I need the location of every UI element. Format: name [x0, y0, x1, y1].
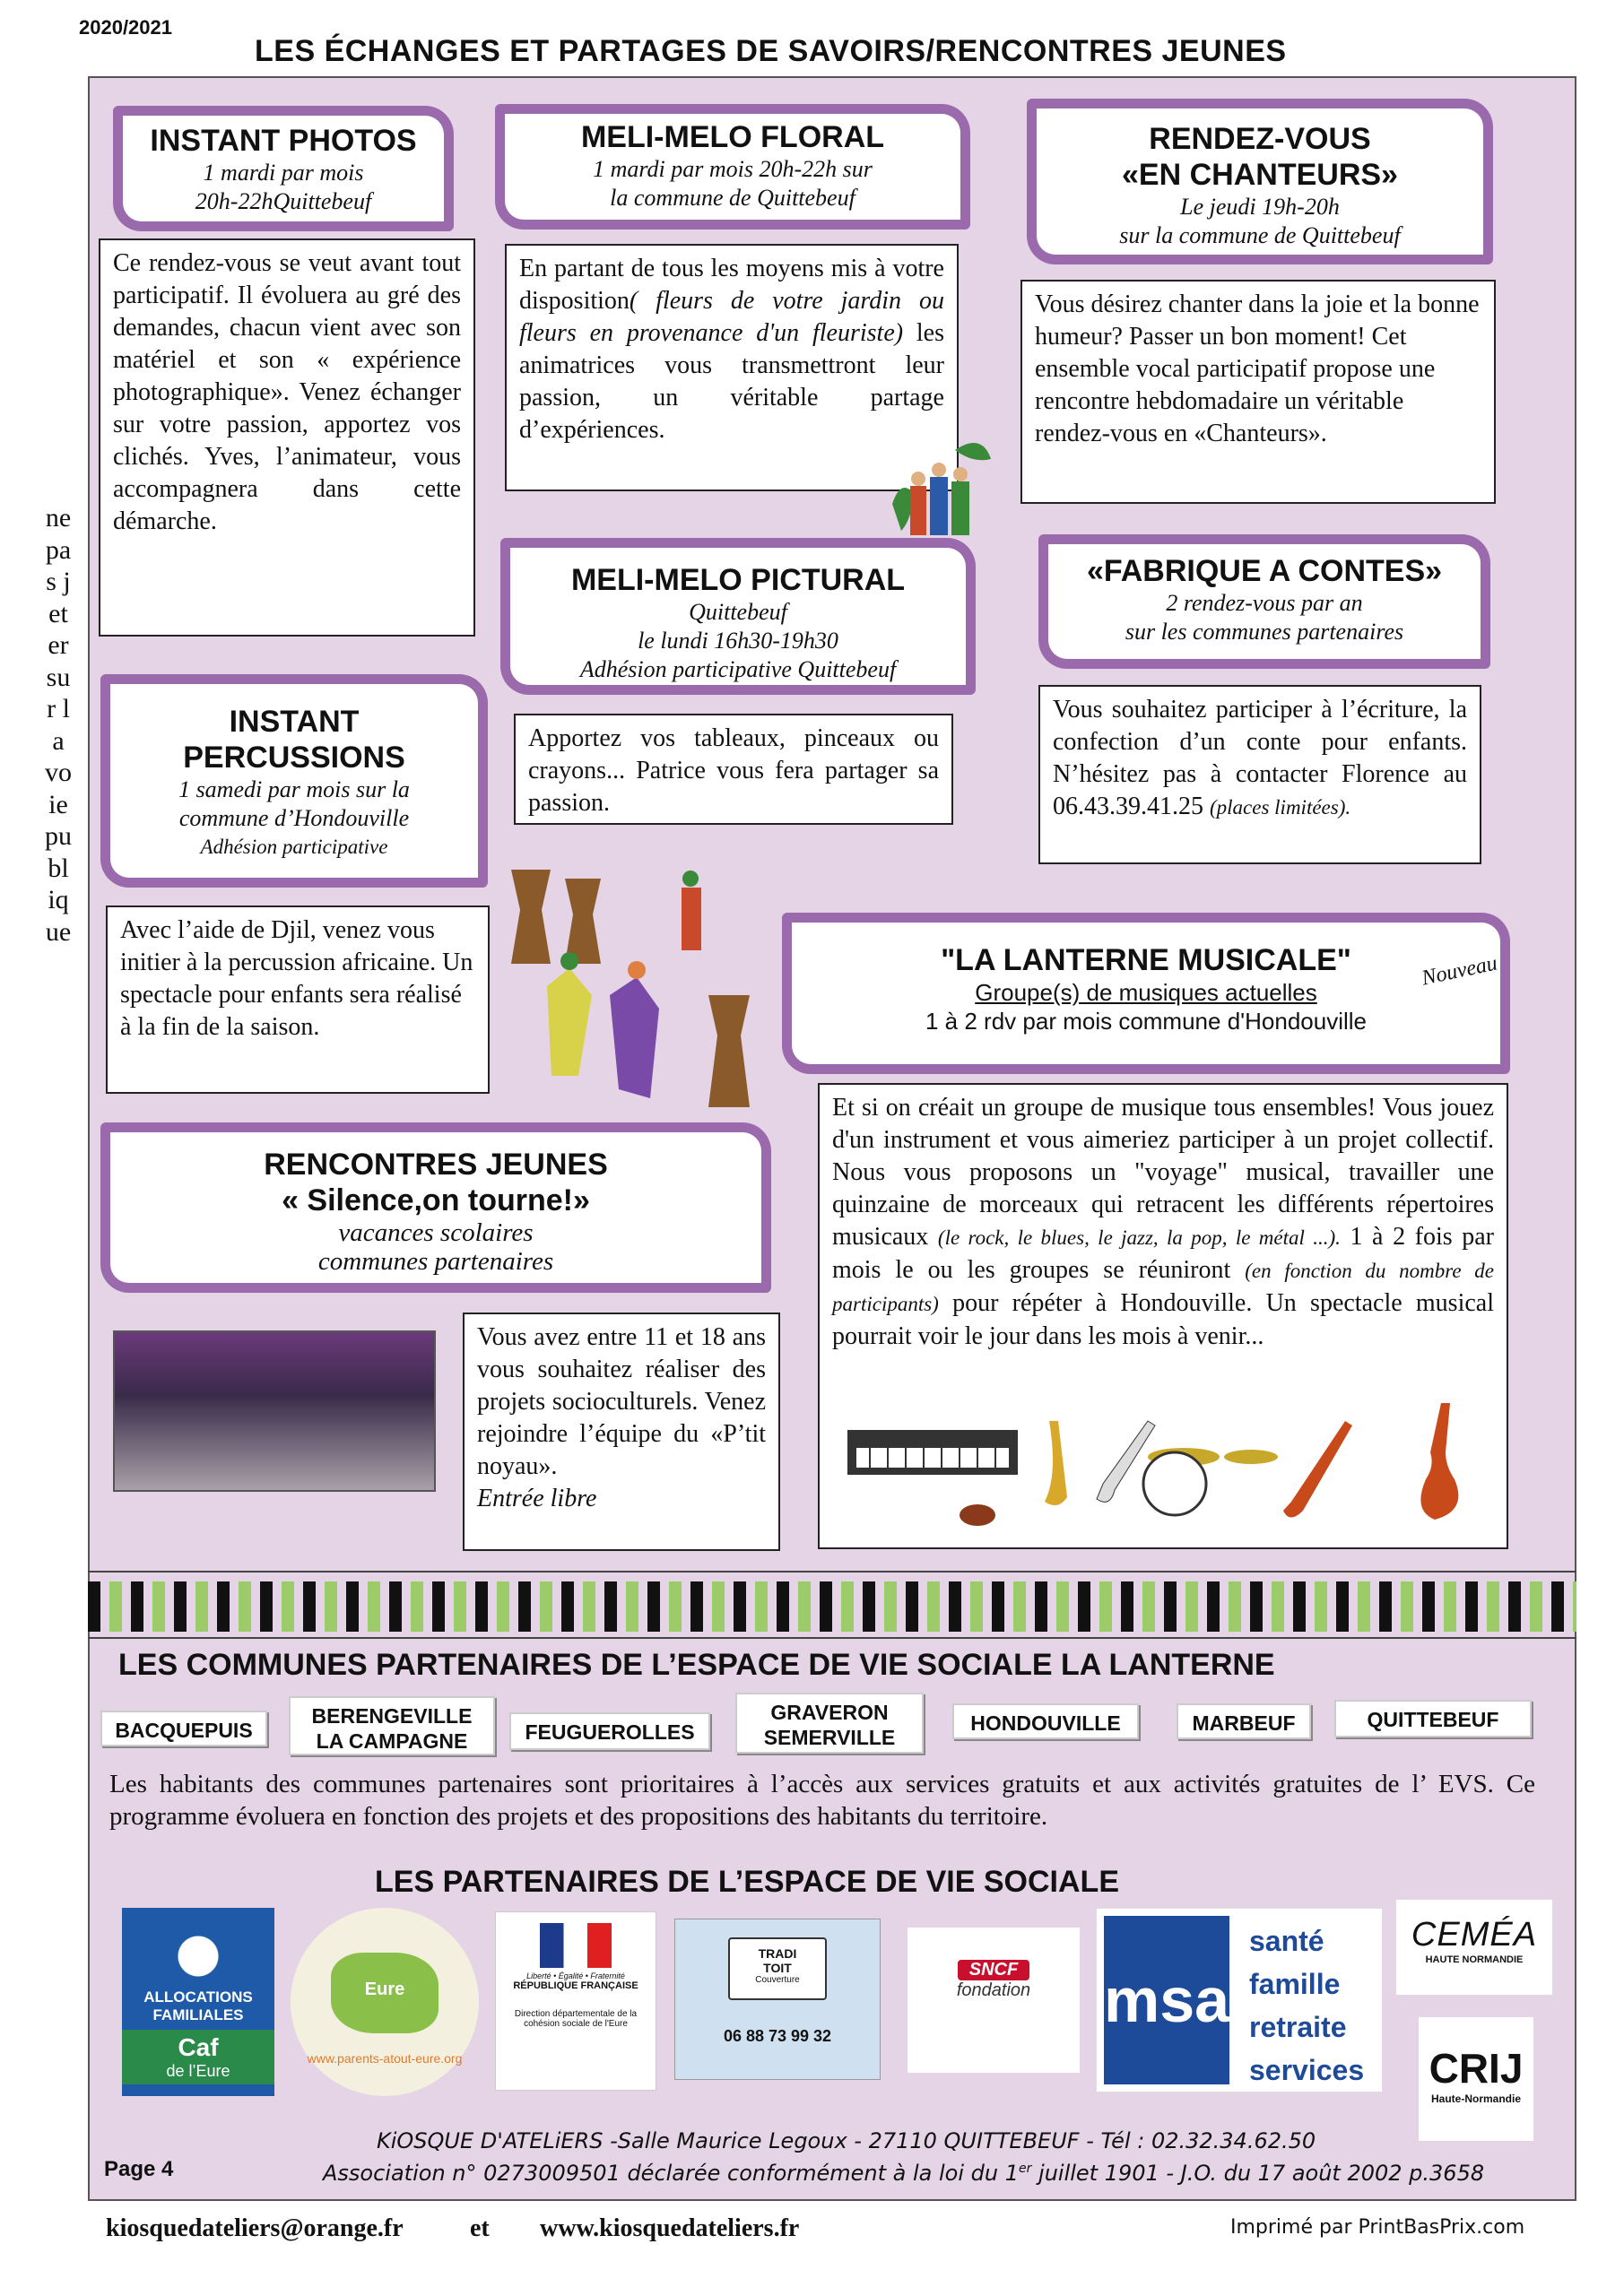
- gardeners-illustration: [874, 432, 1009, 549]
- msa-mark: msa: [1104, 1916, 1229, 2084]
- contes-text-small: (places limitées).: [1210, 796, 1351, 819]
- percussions-title1: INSTANT: [229, 705, 360, 739]
- rf-line2: RÉPUBLIQUE FRANÇAISE: [513, 1980, 638, 1991]
- jeunes-sub2: communes partenaires: [317, 1247, 554, 1276]
- meli-floral-text-italic: ( fleurs de votre jardin ou fleurs en provenance d'un fleuriste): [519, 287, 944, 347]
- sncf-line1: SNCF: [958, 1960, 1029, 1980]
- commune-graveron: GRAVERON SEMERVILLE: [735, 1693, 924, 1754]
- commune-berengeville: BERENGEVILLE LA CAMPAGNE: [289, 1696, 495, 1755]
- jeunes-title1: RENCONTRES JEUNES: [264, 1148, 608, 1182]
- jeunes-header: [100, 1122, 771, 1293]
- parents-atout-eure-logo: [291, 1908, 479, 2096]
- percussions-header: [100, 674, 488, 888]
- msa-l2: famille: [1249, 1968, 1341, 2000]
- pictural-title: MELI-MELO PICTURAL: [570, 563, 906, 597]
- meli-floral-sub1: 1 mardi par mois 20h-22h sur: [593, 156, 873, 182]
- msa-l4: services: [1249, 2054, 1365, 2086]
- tradi-toit-logo: [674, 1919, 881, 2080]
- cemea-name: CEMÉA: [1411, 1916, 1538, 1954]
- percussions-sub3: Adhésion participative: [200, 836, 388, 858]
- lanterne-text-small2: (en fonction du nombre de participants): [832, 1260, 1494, 1315]
- page-title: LES ÉCHANGES ET PARTAGES DE SAVOIRS/RENCONTRES JEUNES: [255, 34, 1287, 68]
- cemea-sub: HAUTE NORMANDIE: [1425, 1954, 1524, 1965]
- nouveau-badge: Nouveau: [1420, 951, 1499, 991]
- tradi-line3: Couverture: [755, 1975, 800, 1985]
- rf-line1: Liberté • Égalité • Fraternité: [526, 1971, 625, 1980]
- footer-address: KiOSQUE D'ATELiERS -Salle Maurice Legoux - 27110 QUITTEBEUF - Tél : 02.32.34.62.50: [377, 2128, 1316, 2153]
- jeunes-sub1: vacances scolaires: [338, 1218, 534, 1247]
- crij-logo: [1419, 2017, 1533, 2141]
- caf-line3: Caf: [178, 2033, 219, 2061]
- instant-photos-title: INSTANT PHOTOS: [150, 124, 417, 158]
- caf-line4: de l’Eure: [166, 2062, 230, 2080]
- sncf-line2: fondation: [956, 1980, 1031, 2000]
- contes-title: «FABRIQUE A CONTES»: [1086, 554, 1443, 588]
- contes-sub1: 2 rendez-vous par an: [1166, 590, 1363, 616]
- footer-association-sup: er: [1019, 2162, 1032, 2176]
- meli-floral-sub2: la commune de Quittebeuf: [610, 185, 855, 211]
- meli-floral-text2: les animatrices vous transmettront leur passion, un véritable partage d’expériences.: [519, 319, 945, 444]
- meli-floral-title: MELI-MELO FLORAL: [580, 120, 885, 154]
- lanterne-title: "LA LANTERNE MUSICALE": [941, 943, 1351, 977]
- commune-marbeuf: MARBEUF: [1177, 1703, 1311, 1739]
- chanteurs-sub2: sur la commune de Quittebeuf: [1119, 222, 1401, 248]
- partners-title: LES PARTENAIRES DE L’ESPACE DE VIE SOCIALE: [375, 1865, 1119, 1899]
- meli-floral-text1: En partant de tous les moyens mis à votre disposition: [519, 255, 944, 315]
- meli-floral-header: [495, 104, 970, 230]
- instant-photos-header: [113, 106, 454, 231]
- communes-title: LES COMMUNES PARTENAIRES DE L’ESPACE DE VIE SOCIALE LA LANTERNE: [118, 1648, 1275, 1682]
- people-chain-divider: [88, 1571, 1576, 1639]
- parents-url: www.parents-atout-eure.org: [307, 2051, 463, 2066]
- parents-eure-text: Eure: [331, 1953, 439, 2033]
- contes-header: [1038, 534, 1490, 669]
- percussions-sub2: commune d’Hondouville: [178, 805, 410, 831]
- commune-hondouville: HONDOUVILLE: [952, 1703, 1139, 1739]
- printer-credit: Imprimé par PrintBasPrix.com: [1230, 2216, 1525, 2239]
- cemea-logo: [1395, 1899, 1553, 1996]
- contact-website[interactable]: www.kiosquedateliers.fr: [540, 2214, 800, 2242]
- instruments-illustration: [843, 1394, 1498, 1538]
- instant-photos-text: Ce rendez-vous se veut avant tout participatif. Il évoluera au gré des demandes, chacun vient avec son matériel et son « expérience photographique». Venez échanger sur votre passion, apportez vos clichés. Yves, l’animateur, vous accompagnera dans cette démarche.: [99, 238, 475, 637]
- rf-line3: Direction départementale de la cohésion sociale de l'Eure: [514, 2009, 638, 2029]
- footer-association-b: juillet 1901 - J.O. du 17 août 2002 p.3658: [1031, 2161, 1485, 2186]
- pictural-text: Apportez vos tableaux, pinceaux ou crayons... Patrice vous fera partager sa passion.: [514, 714, 953, 825]
- msa-logo: [1096, 1908, 1383, 2092]
- caf-line1: ALLOCATIONS: [143, 1988, 253, 2006]
- commune-quittebeuf: QUITTEBEUF: [1334, 1700, 1532, 1737]
- page-number: Page 4: [104, 2157, 174, 2181]
- jeunes-text: [463, 1313, 780, 1551]
- chanteurs-title2: «EN CHANTEURS»: [1122, 158, 1398, 192]
- group-photo: [113, 1330, 436, 1492]
- tradi-line2: TOIT: [763, 1961, 792, 1975]
- chanteurs-header: [1027, 99, 1493, 264]
- vertical-notice: ne pas jeter sur la voie publique: [45, 503, 72, 947]
- commune-feuguerolles: FEUGUEROLLES: [509, 1712, 710, 1750]
- tradi-phone: 06 88 73 99 32: [723, 2027, 832, 2045]
- contact-email[interactable]: kiosquedateliers@orange.fr: [106, 2214, 404, 2242]
- jeunes-title2: « Silence,on tourne!»: [282, 1183, 590, 1217]
- communes-text: Les habitants des communes partenaires sont prioritaires à l’accès aux services gratuits et aux activités gratuites de l’ EVS. Ce programme évoluera en fonction des projets et des propositions des habitants du territoire.: [109, 1770, 1535, 1831]
- lanterne-text2: 1 à 2 fois par mois le ou les groupes se réuniront: [832, 1223, 1495, 1284]
- commune-bacquepuis: BACQUEPUIS: [100, 1711, 267, 1746]
- pictural-sub2: le lundi 16h30-19h30: [638, 628, 838, 654]
- tradi-line1: TRADI: [758, 1946, 797, 1961]
- lanterne-text-small1: (le rock, le blues, le jazz, la pop, le métal ...).: [937, 1226, 1341, 1249]
- lanterne-sub1: Groupe(s) de musiques actuelles: [975, 979, 1317, 1006]
- pictural-sub3: Adhésion participative Quittebeuf: [579, 656, 897, 682]
- percussions-sub1: 1 samedi par mois sur la: [178, 776, 410, 802]
- sncf-fondation-logo: [908, 1928, 1080, 2073]
- contes-sub2: sur les communes partenaires: [1125, 619, 1404, 645]
- crij-sub: Haute-Normandie: [1430, 2092, 1521, 2105]
- year-label: 2020/2021: [79, 16, 172, 39]
- instant-photos-sub2: 20h-22hQuittebeuf: [195, 188, 372, 214]
- caf-logo: [122, 1908, 274, 2096]
- msa-l3: retraite: [1249, 2011, 1347, 2043]
- djembe-dancers-illustration: [502, 861, 771, 1130]
- lanterne-text1: Et si on créait un groupe de musique tous ensembles! Vous jouez d'un instrument et vous aimeriez participer à un projet collectif. Nous vous proposons un "voyage" musical, travailler une quinzaine de morceaux qui retracent les différents répertoires musicaux: [832, 1094, 1494, 1251]
- chanteurs-text: Vous désirez chanter dans la joie et la bonne humeur? Passer un bon moment! Cet ensemble vocal participatif propose une rencontre hebdomadaire un véritable rendez-vous en «Chanteurs».: [1020, 280, 1496, 504]
- lanterne-header: [782, 913, 1510, 1074]
- contes-text: [1038, 685, 1481, 864]
- caf-line2: FAMILIALES: [152, 2006, 244, 2023]
- lanterne-text3: pour répéter à Hondouville. Un spectacle musical pourrait voir le jour dans les mois à venir...: [832, 1289, 1494, 1350]
- pictural-header: [500, 538, 976, 695]
- footer-association-a: Association n° 0273009501 déclarée conformément à la loi du 1: [323, 2161, 1020, 2186]
- chanteurs-sub1: Le jeudi 19h-20h: [1180, 194, 1340, 220]
- contes-text-main: Vous souhaitez participer à l’écriture, la confection d’un conte pour enfants. N’hésitez pas à contacter Florence au 06.43.39.41.25: [1053, 696, 1467, 820]
- contact-and: et: [470, 2214, 490, 2242]
- msa-l1: santé: [1249, 1925, 1324, 1957]
- percussions-title2: PERCUSSIONS: [183, 741, 405, 775]
- percussions-text: Avec l’aide de Djil, venez vous initier à la percussion africaine. Un spectacle pour enfants sera réalisé à la fin de la saison.: [106, 905, 490, 1094]
- jeunes-entry: Entrée libre: [477, 1485, 597, 1512]
- pictural-sub1: Quittebeuf: [689, 599, 787, 625]
- footer-association: [323, 2161, 1484, 2186]
- chanteurs-title1: RENDEZ-VOUS: [1149, 122, 1371, 156]
- instant-photos-sub1: 1 mardi par mois: [203, 160, 364, 186]
- crij-name: CRIJ: [1429, 2045, 1524, 2092]
- republique-francaise-logo: [495, 1911, 656, 2091]
- lanterne-sub2: 1 à 2 rdv par mois commune d'Hondouville: [925, 1008, 1367, 1035]
- jeunes-text-main: Vous avez entre 11 et 18 ans vous souhaitez réaliser des projets socioculturels. Venez rejoindre l’équipe du «P’tit noyau».: [477, 1323, 766, 1480]
